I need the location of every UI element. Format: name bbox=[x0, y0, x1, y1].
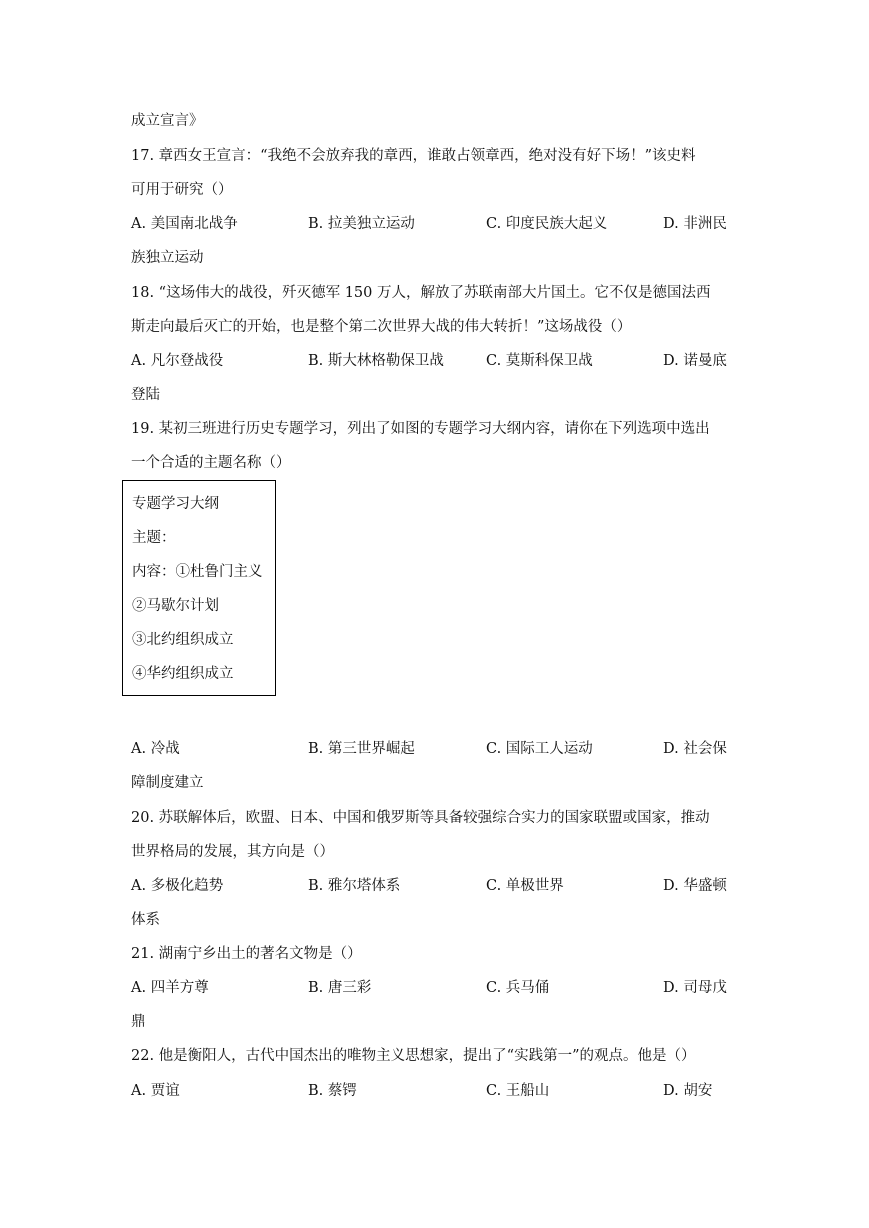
option-d[interactable]: D. 司母戊 bbox=[663, 980, 727, 996]
study-outline-box bbox=[122, 480, 276, 696]
option-d[interactable]: D. 华盛顿 bbox=[663, 878, 727, 894]
option-c[interactable]: C. 王船山 bbox=[486, 1083, 550, 1099]
option-b[interactable]: B. 第三世界崛起 bbox=[308, 741, 415, 757]
question-17-stem-cont: 可用于研究（） bbox=[131, 182, 233, 198]
option-b[interactable]: B. 斯大林格勒保卫战 bbox=[308, 353, 444, 369]
question-16-continuation: 成立宣言》 bbox=[131, 113, 204, 129]
option-c[interactable]: C. 印度民族大起义 bbox=[486, 216, 608, 232]
option-d[interactable]: D. 非洲民 bbox=[663, 216, 727, 232]
option-d[interactable]: D. 社会保 bbox=[663, 741, 727, 757]
option-b[interactable]: B. 拉美独立运动 bbox=[308, 216, 415, 232]
question-19-stem-cont: 一个合适的主题名称（） bbox=[131, 455, 291, 471]
outline-item: ②马歇尔计划 bbox=[132, 598, 219, 614]
outline-theme: 主题： bbox=[132, 530, 176, 546]
option-d-wrap: 登陆 bbox=[131, 387, 160, 403]
question-20-stem: 20. 苏联解体后，欧盟、日本、中国和俄罗斯等具备较强综合实力的国家联盟或国家，推动 bbox=[131, 810, 710, 826]
option-d-wrap: 障制度建立 bbox=[131, 775, 204, 791]
option-a[interactable]: A. 冷战 bbox=[131, 741, 180, 757]
outline-content: 内容：①杜鲁门主义 bbox=[132, 564, 263, 580]
question-19-stem: 19. 某初三班进行历史专题学习，列出了如图的专题学习大纲内容，请你在下列选项中选出 bbox=[131, 421, 710, 437]
outline-title: 专题学习大纲 bbox=[132, 496, 219, 512]
option-c[interactable]: C. 国际工人运动 bbox=[486, 741, 593, 757]
question-20-stem-cont: 世界格局的发展，其方向是（） bbox=[131, 844, 334, 860]
outline-item: ④华约组织成立 bbox=[132, 666, 234, 682]
option-a[interactable]: A. 多极化趋势 bbox=[131, 878, 224, 894]
option-d[interactable]: D. 诺曼底 bbox=[663, 353, 727, 369]
option-d-wrap: 族独立运动 bbox=[131, 250, 204, 266]
question-21-stem: 21. 湖南宁乡出土的著名文物是（） bbox=[131, 946, 362, 962]
outline-item: ③北约组织成立 bbox=[132, 632, 234, 648]
option-a[interactable]: A. 凡尔登战役 bbox=[131, 353, 224, 369]
question-18-stem-cont: 斯走向最后灭亡的开始，也是整个第二次世界大战的伟大转折！”这场战役（） bbox=[131, 319, 632, 335]
option-d-wrap: 体系 bbox=[131, 912, 160, 928]
option-d[interactable]: D. 胡安 bbox=[663, 1083, 713, 1099]
option-c[interactable]: C. 莫斯科保卫战 bbox=[486, 353, 593, 369]
option-c[interactable]: C. 兵马俑 bbox=[486, 980, 550, 996]
option-c[interactable]: C. 单极世界 bbox=[486, 878, 564, 894]
question-22-stem: 22. 他是衡阳人，古代中国杰出的唯物主义思想家，提出了“实践第一”的观点。他是（） bbox=[131, 1048, 696, 1064]
question-18-stem: 18. “这场伟大的战役，歼灭德军 150 万人，解放了苏联南部大片国土。它不仅是德国法西 bbox=[131, 285, 711, 301]
question-17-stem: 17. 章西女王宣言：“我绝不会放弃我的章西，谁敢占领章西，绝对没有好下场！”该史料 bbox=[131, 148, 696, 164]
option-d-wrap: 鼎 bbox=[131, 1014, 146, 1030]
option-a[interactable]: A. 贾谊 bbox=[131, 1083, 180, 1099]
option-a[interactable]: A. 美国南北战争 bbox=[131, 216, 238, 232]
option-b[interactable]: B. 唐三彩 bbox=[308, 980, 372, 996]
option-b[interactable]: B. 蔡锷 bbox=[308, 1083, 357, 1099]
option-a[interactable]: A. 四羊方尊 bbox=[131, 980, 209, 996]
option-b[interactable]: B. 雅尔塔体系 bbox=[308, 878, 401, 894]
